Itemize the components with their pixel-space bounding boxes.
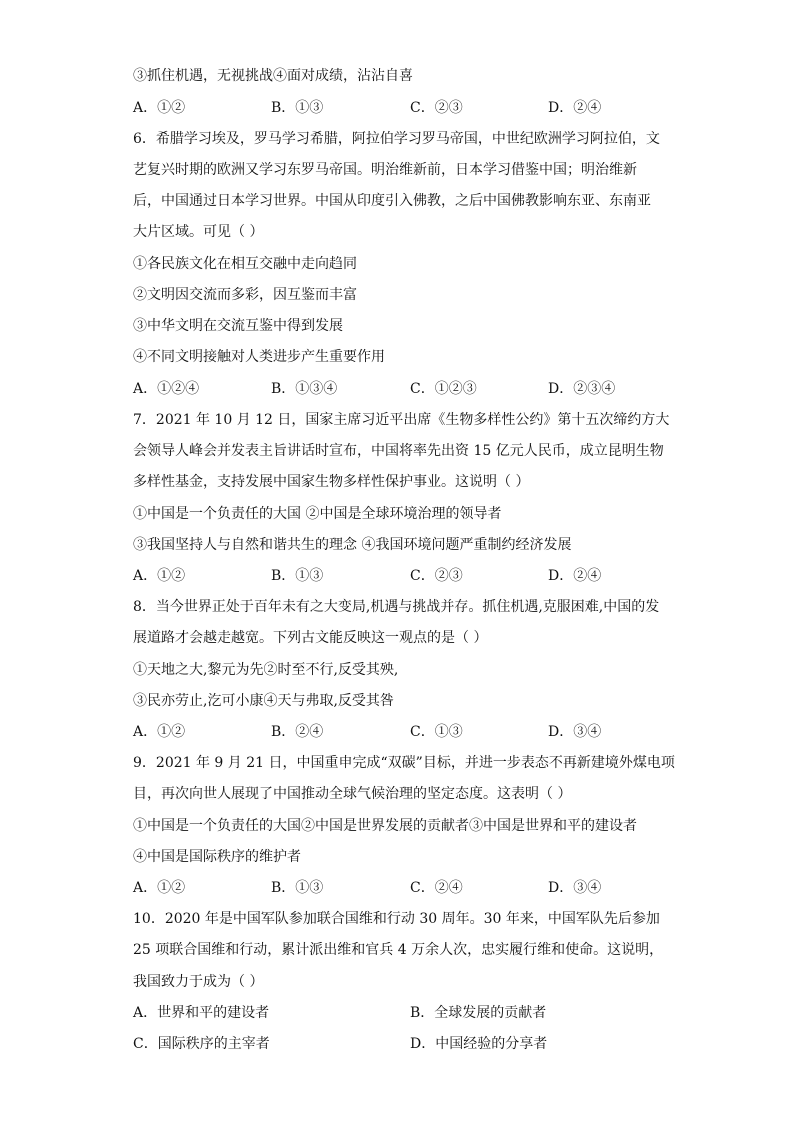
q7-option-b[interactable]: B．①③: [271, 568, 324, 584]
q9-stem-line: 目，再次向世人展现了中国推动全球气候治理的坚定态度。这表明（ ）: [133, 786, 572, 802]
q6-option-c[interactable]: C．①②③: [410, 381, 477, 397]
q6-option-b[interactable]: B．①③④: [271, 381, 338, 397]
q7-option-c[interactable]: C．②③: [410, 568, 463, 584]
q5-option-a[interactable]: A．①②: [133, 100, 186, 116]
q9-options: [133, 878, 693, 898]
q6-options: [133, 379, 693, 399]
q7-option-d[interactable]: D．②④: [548, 568, 602, 584]
q10-option-b[interactable]: B．全球发展的贡献者: [410, 1005, 547, 1021]
q8-item: ①天地之大,黎元为先②时至不行,反受其殃,: [133, 662, 399, 678]
q9-option-d[interactable]: D．③④: [548, 880, 602, 896]
q8-options: [133, 722, 693, 742]
q6-stem-line: 艺复兴时期的欧洲又学习东罗马帝国。明治维新前，日本学习借鉴中国；明治维新: [133, 162, 637, 178]
q6-stem-line: 大片区域。可见（ ）: [133, 224, 264, 240]
q10-option-c[interactable]: C．国际秩序的主宰者: [133, 1036, 270, 1052]
q7-stem-line: 会领导人峰会并发表主旨讲话时宣布，中国将率先出资 15 亿元人民币，成立昆明生物: [133, 443, 664, 459]
q9-item: ④中国是国际秩序的维护者: [133, 849, 301, 865]
q9-option-b[interactable]: B．①③: [271, 880, 324, 896]
q8-stem-line: 8．当今世界正处于百年未有之大变局,机遇与挑战并存。抓住机遇,克服困难,中国的发: [133, 599, 660, 615]
q8-option-b[interactable]: B．②④: [271, 724, 324, 740]
q6-item: ④不同文明接触对人类进步产生重要作用: [133, 349, 385, 365]
q6-item: ③中华文明在交流互鉴中得到发展: [133, 318, 343, 334]
q8-item: ③民亦劳止,汔可小康④天与弗取,反受其咎: [133, 693, 394, 709]
q8-option-c[interactable]: C．①③: [410, 724, 463, 740]
q10-stem-line: 10．2020 年是中国军队参加联合国维和行动 30 周年。30 年来，中国军队先后参加: [133, 911, 660, 927]
q5-option-c[interactable]: C．②③: [410, 100, 463, 116]
q8-stem-line: 展道路才会越走越宽。下列古文能反映这一观点的是（ ）: [133, 630, 488, 646]
q10-option-a[interactable]: A．世界和平的建设者: [133, 1005, 270, 1021]
q7-item: ①中国是一个负责任的大国 ②中国是全球环境治理的领导者: [133, 506, 502, 522]
q10-stem-line: 我国致力于成为（ ）: [133, 974, 264, 990]
q6-item: ①各民族文化在相互交融中走向趋同: [133, 256, 357, 272]
q10-options-row-2: [133, 1034, 693, 1054]
q6-stem-line: 6．希腊学习埃及，罗马学习希腊，阿拉伯学习罗马帝国，中世纪欧洲学习阿拉伯，文: [133, 131, 660, 147]
q9-option-a[interactable]: A．①②: [133, 880, 186, 896]
q9-stem-line: 9．2021 年 9 月 21 日，中国重申完成“双碳”目标，并进一步表态不再新建境外煤电项: [133, 755, 675, 771]
q7-options: [133, 566, 693, 586]
q7-stem-line: 多样性基金，支持发展中国家生物多样性保护事业。这说明（ ）: [133, 474, 530, 490]
q6-item: ②文明因交流而多彩，因互鉴而丰富: [133, 287, 357, 303]
q5-choice-line: ③抓住机遇，无视挑战④面对成绩，沾沾自喜: [133, 68, 413, 84]
q8-option-d[interactable]: D．③④: [548, 724, 602, 740]
q8-option-a[interactable]: A．①②: [133, 724, 186, 740]
q5-option-b[interactable]: B．①③: [271, 100, 324, 116]
q7-item: ③我国坚持人与自然和谐共生的理念 ④我国环境问题严重制约经济发展: [133, 537, 572, 553]
q10-options-row-1: [133, 1003, 693, 1023]
q9-item: ①中国是一个负责任的大国②中国是世界发展的贡献者③中国是世界和平的建设者: [133, 818, 637, 834]
q10-option-d[interactable]: D．中国经验的分享者: [410, 1036, 548, 1052]
q9-option-c[interactable]: C．②④: [410, 880, 463, 896]
q6-option-a[interactable]: A．①②④: [133, 381, 200, 397]
q10-stem-line: 25 项联合国维和行动，累计派出维和官兵 4 万余人次，忠实履行维和使命。这说明，: [133, 942, 664, 958]
q7-option-a[interactable]: A．①②: [133, 568, 186, 584]
q5-option-d[interactable]: D．②④: [548, 100, 602, 116]
q5-options: [133, 98, 693, 118]
q7-stem-line: 7．2021 年 10 月 12 日，国家主席习近平出席《生物多样性公约》第十五次缔约方大: [133, 412, 670, 428]
q6-stem-line: 后，中国通过日本学习世界。中国从印度引入佛教，之后中国佛教影响东亚、东南亚: [133, 193, 651, 209]
q6-option-d[interactable]: D．②③④: [548, 381, 616, 397]
